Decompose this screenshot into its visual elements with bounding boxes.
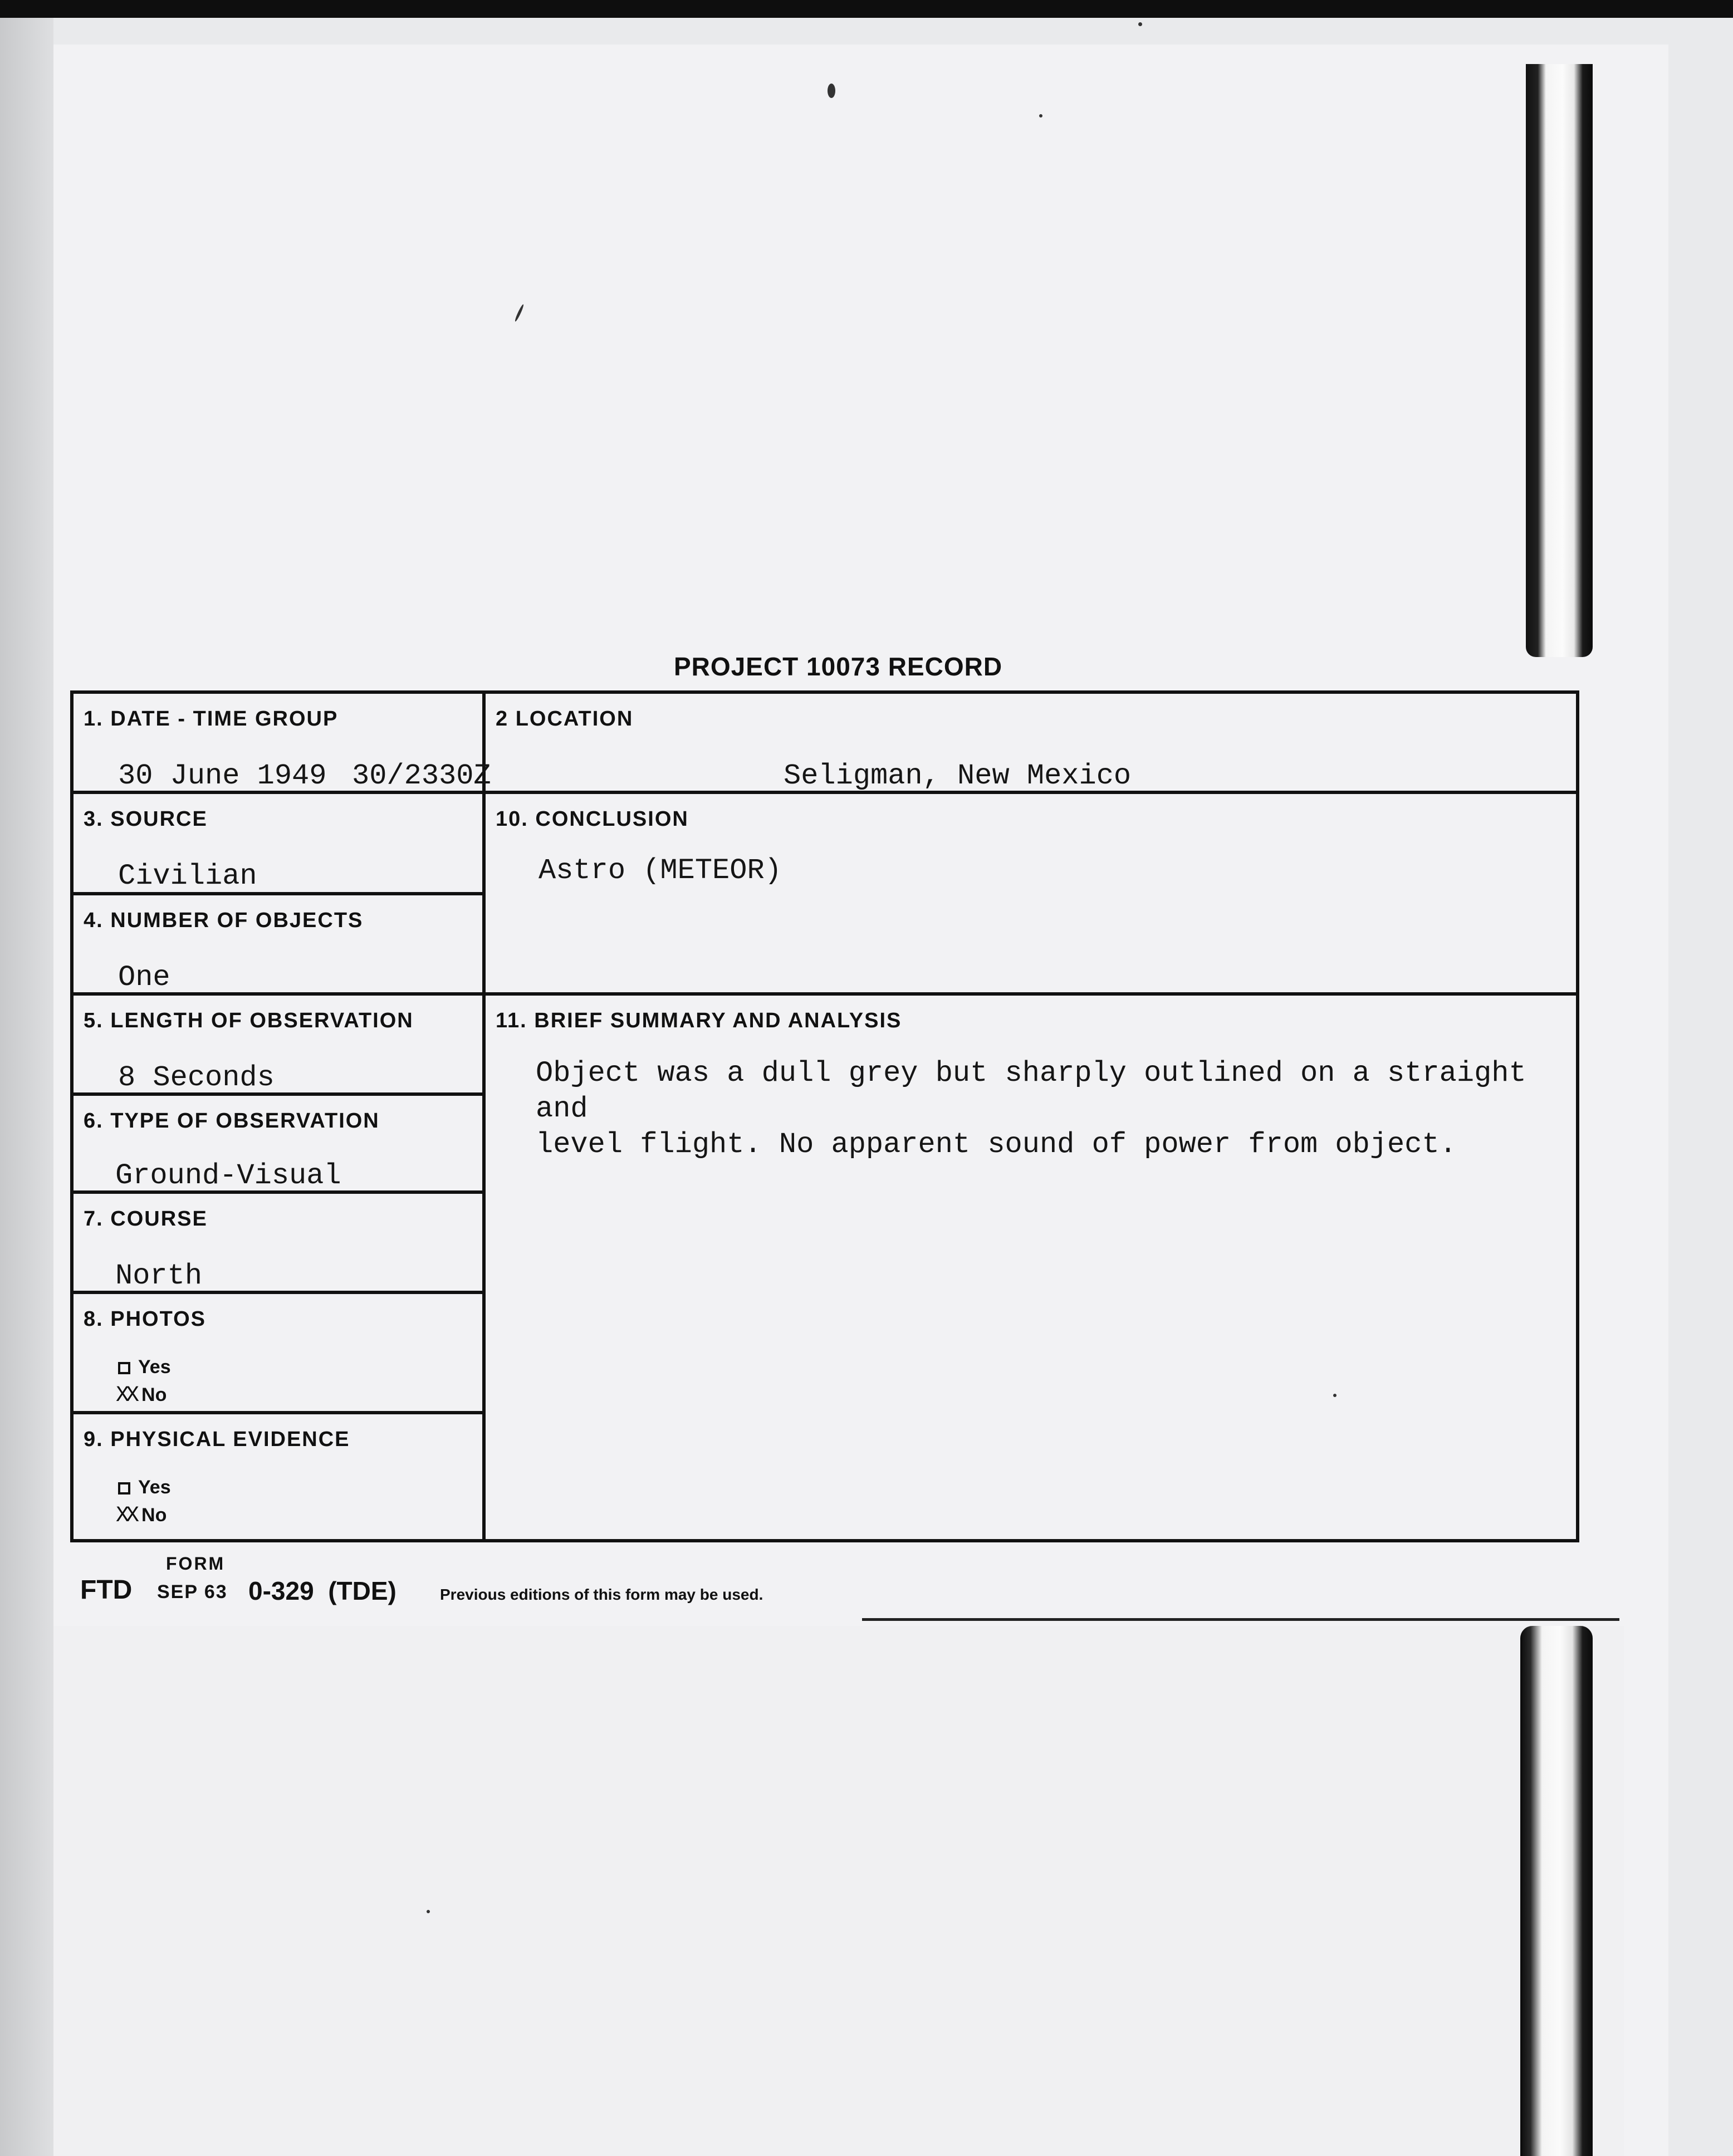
length-of-observation-label: 5. LENGTH OF OBSERVATION <box>84 1009 414 1032</box>
date-value: 30 June 1949 <box>118 759 327 792</box>
source-label: 3. SOURCE <box>84 807 208 831</box>
physical-evidence-yes-checkbox <box>118 1482 130 1494</box>
course-label: 7. COURSE <box>84 1207 208 1231</box>
number-of-objects-value: One <box>118 961 170 994</box>
scan-speck <box>1138 22 1142 26</box>
date-time-label: 1. DATE - TIME GROUP <box>84 707 339 731</box>
location-cell <box>486 694 1576 794</box>
number-of-objects-label: 4. NUMBER OF OBJECTS <box>84 909 364 932</box>
scan-frame-top <box>0 0 1733 18</box>
photos-no-mark: XX <box>116 1383 136 1408</box>
location-label: 2 LOCATION <box>496 707 634 731</box>
source-value: Civilian <box>118 860 257 893</box>
form-title: PROJECT 10073 RECORD <box>674 652 1003 681</box>
physical-evidence-label: 9. PHYSICAL EVIDENCE <box>84 1428 350 1451</box>
photos-label: 8. PHOTOS <box>84 1307 207 1331</box>
record-form <box>70 690 1579 1542</box>
summary-line: Object was a dull grey but sharply outlined on a straight and <box>536 1057 1526 1125</box>
type-of-observation-label: 6. TYPE OF OBSERVATION <box>84 1109 380 1133</box>
binder-strip-top <box>1526 64 1593 657</box>
summary-line: level flight. No apparent sound of power from object. <box>536 1128 1457 1161</box>
binder-strip-bottom <box>1520 1626 1593 2156</box>
source-cell <box>74 794 486 895</box>
time-group-value: 30/2330Z <box>352 759 491 792</box>
footer-note: Previous editions of this form may be used. <box>440 1586 763 1603</box>
type-of-observation-cell <box>74 1096 486 1194</box>
course-value: North <box>115 1260 203 1292</box>
conclusion-value: Astro (METEOR) <box>538 854 782 887</box>
course-cell <box>74 1194 486 1294</box>
conclusion-label: 10. CONCLUSION <box>496 807 689 831</box>
summary-label: 11. BRIEF SUMMARY AND ANALYSIS <box>496 1009 902 1032</box>
photos-cell <box>74 1294 486 1414</box>
photos-no-label: No <box>141 1384 167 1405</box>
footer-form-number: 0-329 (TDE) <box>248 1576 396 1605</box>
physical-evidence-yes-option <box>118 1477 171 1498</box>
length-of-observation-value: 8 Seconds <box>118 1061 275 1094</box>
conclusion-cell <box>486 794 1576 996</box>
photos-no-option <box>116 1383 167 1408</box>
scan-speck <box>1039 114 1042 117</box>
length-of-observation-cell <box>74 996 486 1096</box>
summary-text <box>536 1056 1594 1163</box>
physical-evidence-no-mark: XX <box>116 1503 136 1528</box>
paper-lower-sheet <box>53 1626 1624 2156</box>
photos-yes-label: Yes <box>138 1356 171 1378</box>
physical-evidence-no-option <box>116 1503 167 1528</box>
physical-evidence-cell <box>74 1414 486 1539</box>
summary-cell <box>486 996 1576 1539</box>
physical-evidence-yes-label: Yes <box>138 1477 171 1498</box>
scan-frame-left <box>0 18 53 2156</box>
footer-ftd: FTD <box>80 1575 133 1605</box>
photos-yes-option <box>118 1356 171 1378</box>
physical-evidence-no-label: No <box>141 1505 167 1526</box>
footer-form-date: SEP 63 <box>157 1581 228 1603</box>
date-time-cell <box>74 694 491 794</box>
footer-form-word: FORM <box>166 1554 226 1574</box>
scan-speck <box>828 84 835 98</box>
photos-yes-checkbox <box>118 1362 130 1374</box>
location-value: Seligman, New Mexico <box>784 759 1132 792</box>
number-of-objects-cell <box>74 895 486 996</box>
scan-edge-line <box>862 1618 1619 1621</box>
scan-speck <box>427 1910 430 1913</box>
type-of-observation-value: Ground-Visual <box>115 1159 341 1192</box>
